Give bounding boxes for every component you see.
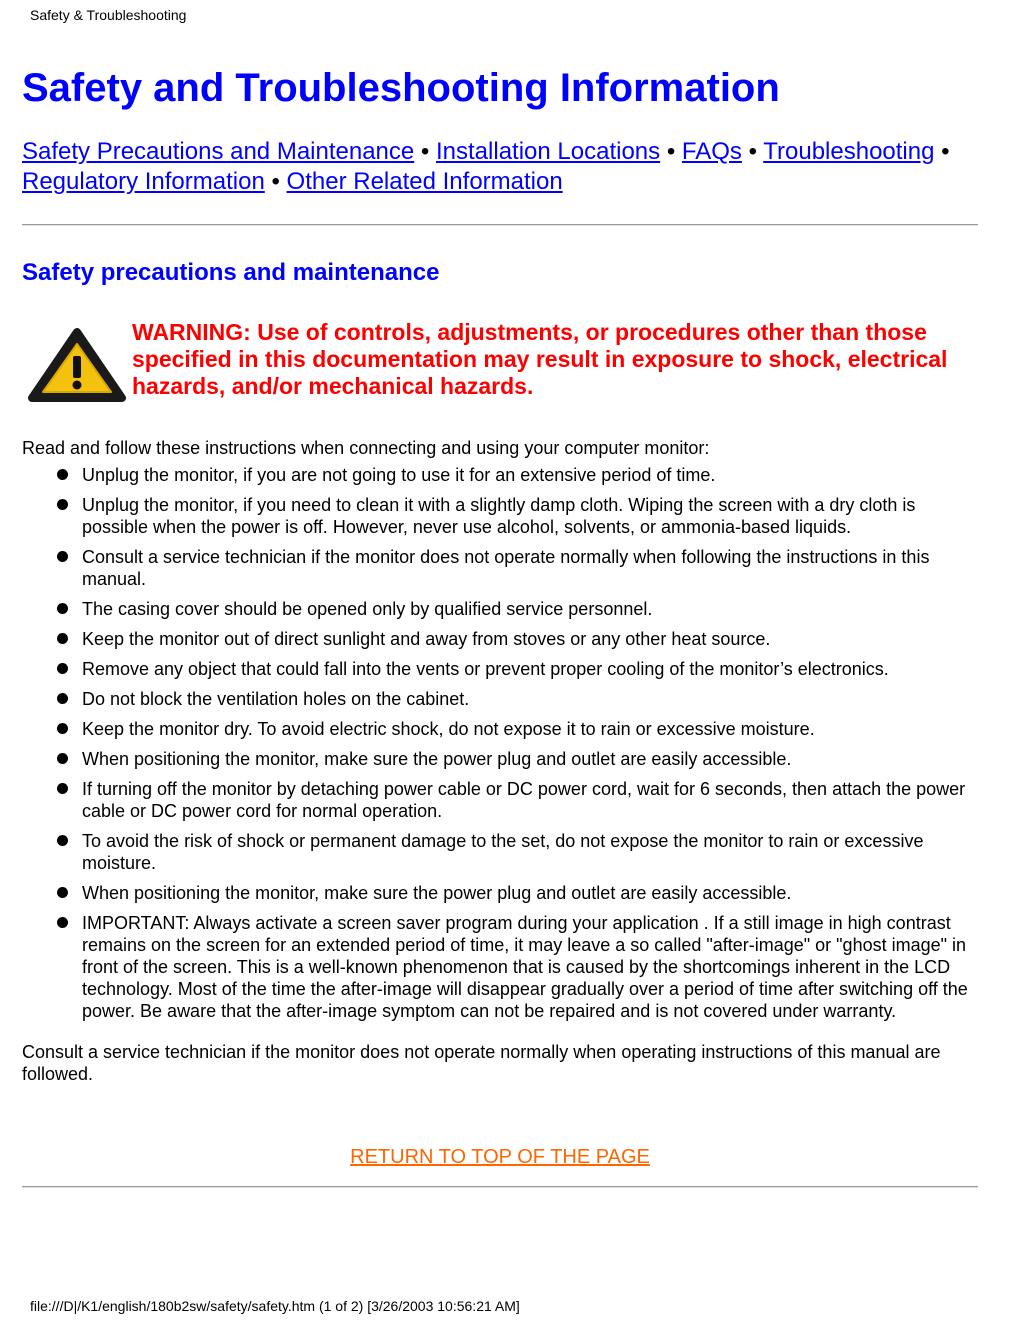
list-item-text: Keep the monitor out of direct sunlight and away from stoves or any other heat source. [82,629,771,649]
list-item-text: The casing cover should be opened only by qualified service personnel. [82,599,653,619]
nav-links [22,137,978,197]
nav-link-regulatory-information[interactable]: Regulatory Information [22,168,265,195]
bullet-icon [57,499,68,510]
nav-separator: • [934,138,950,165]
bullet-icon [57,551,68,562]
intro-text: Read and follow these instructions when connecting and using your computer monitor: [22,438,710,458]
bullet-icon [57,723,68,734]
list-item [22,628,978,650]
list-item-text: IMPORTANT: Always activate a screen saver program during your application . If a still image in high contrast remains on the screen for an extended period of time, it may leave a so called "after-image" or "ghost image" in front of the screen. This is a well-known phenomenon that is caused by the shortcomings inherent in the LCD technology. Most of the time the after-image will disappear gradually over a period of time after switching off the power. Be aware that the after-image symptom can not be repaired and is not covered under warranty. [82,913,968,1021]
bullet-icon [57,783,68,794]
bullet-icon [57,469,68,480]
section-title: Safety precautions and maintenance [22,259,440,286]
nav-separator: • [264,168,287,195]
bullet-icon [57,693,68,704]
nav-link-safety-precautions[interactable]: Safety Precautions and Maintenance [22,138,415,165]
list-item-text: If turning off the monitor by detaching power cable or DC power cord, wait for 6 seconds, then attach the power cable or DC power cord for normal operation. [82,779,966,821]
bullet-icon [57,835,68,846]
list-item [22,748,978,770]
bullet-icon [57,887,68,898]
list-item [22,778,978,822]
bullet-icon [57,753,68,764]
list-item-text: Remove any object that could fall into the vents or prevent proper cooling of the monitor’s electronics. [82,659,889,679]
nav-link-installation-locations[interactable]: Installation Locations [436,138,661,165]
list-item [22,718,978,740]
nav-separator: • [741,138,764,165]
list-item-text: When positioning the monitor, make sure the power plug and outlet are easily accessible. [82,883,792,903]
list-item-text: Unplug the monitor, if you need to clean it with a slightly damp cloth. Wiping the screen with a dry cloth is possible when the power is off. However, never use alcohol, solvents, or ammonia-based liquids. [82,495,916,537]
nav-separator: • [414,138,436,165]
list-item [22,830,978,874]
nav-link-faqs[interactable]: FAQs [681,138,742,165]
divider [22,1186,978,1188]
list-item [22,688,978,710]
list-item-text: Consult a service technician if the monitor does not operate normally when following the instructions in this manual. [82,547,930,589]
list-item [22,598,978,620]
divider [22,224,978,226]
list-item-text: When positioning the monitor, make sure the power plug and outlet are easily accessible. [82,749,792,769]
list-item-text: Unplug the monitor, if you are not going to use it for an extensive period of time. [82,465,716,485]
bullet-icon [57,917,68,928]
safety-list [22,464,978,1022]
nav-link-troubleshooting[interactable]: Troubleshooting [763,138,935,165]
list-item-text: To avoid the risk of shock or permanent damage to the set, do not expose the monitor to rain or excessive moisture. [82,831,924,873]
bullet-icon [57,663,68,674]
bullet-icon [57,603,68,614]
return-to-top-link[interactable]: RETURN TO TOP OF THE PAGE [350,1146,650,1168]
bullet-icon [57,633,68,644]
warning-block [22,319,978,404]
list-item [22,882,978,904]
page-title: Safety and Troubleshooting Information [22,66,780,110]
outro-text: Consult a service technician if the monitor does not operate normally when operating instructions of this manual are followed. [22,1042,941,1084]
print-footer: file:///D|/K1/english/180b2sw/safety/safety.htm (1 of 2) [3/26/2003 10:56:21 AM] [30,1298,520,1314]
list-item [22,546,978,590]
list-item [22,464,978,486]
list-item [22,912,978,1022]
list-item [22,494,978,538]
nav-separator: • [660,138,682,165]
list-item [22,658,978,680]
page-content [22,62,978,1188]
print-header: Safety & Troubleshooting [30,7,187,23]
nav-link-other-related-information[interactable]: Other Related Information [286,168,563,195]
warning-triangle-icon [22,324,132,404]
list-item-text: Do not block the ventilation holes on the cabinet. [82,689,470,709]
warning-text: WARNING: Use of controls, adjustments, or procedures other than those specified in this documentation may result in exposure to shock, electrical hazards, and/or mechanical hazards. [132,319,948,399]
list-item-text: Keep the monitor dry. To avoid electric shock, do not expose it to rain or excessive moisture. [82,719,815,739]
